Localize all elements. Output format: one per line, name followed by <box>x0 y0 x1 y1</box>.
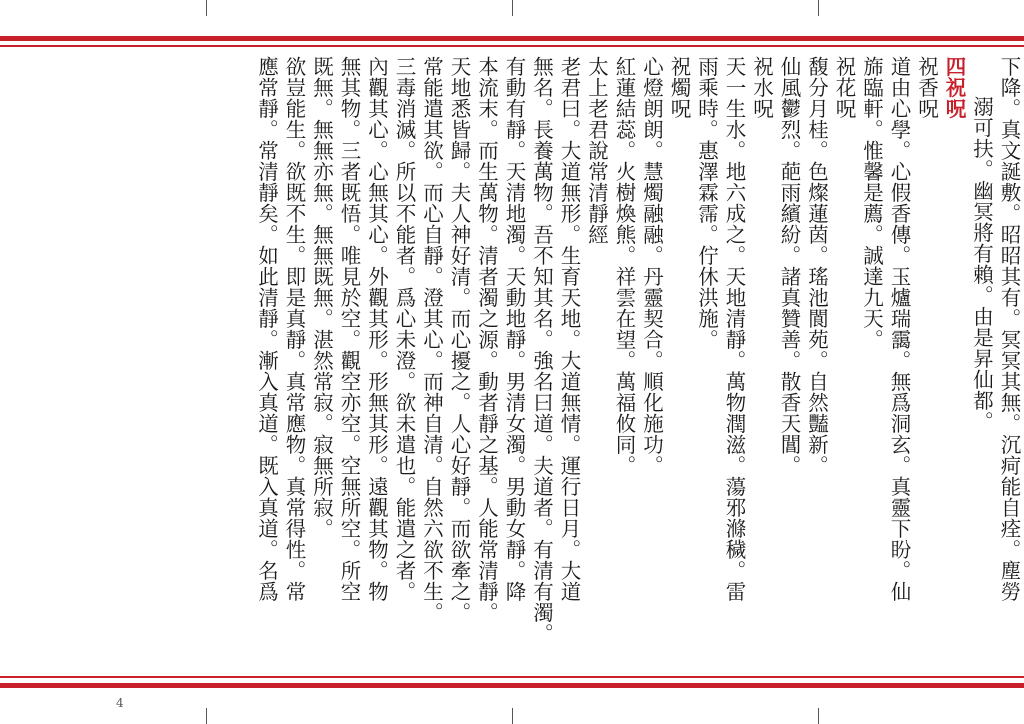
top-border-thin <box>0 45 1024 47</box>
text-column: 旆臨軒。惟馨是薦。誠達九天。 <box>859 56 884 350</box>
bottom-border-thin <box>0 676 1024 678</box>
text-column: 紅蓮結蕊。火樹煥熊。祥雲在望。萬福攸同。 <box>612 56 636 476</box>
text-column: 既無。無無亦無。無無既無。湛然常寂。寂無所寂。 <box>309 56 334 539</box>
top-border-thick <box>0 36 1024 41</box>
text-column: 應常靜。常清靜矣。如此清靜。漸入真道。既入真道。名爲 <box>254 56 279 602</box>
text-column: 無其物。三者既悟。唯見於空。觀空亦空。空無所空。所空 <box>337 56 361 602</box>
text-column: 太上老君說常清靜經 <box>584 56 609 245</box>
page-number: 4 <box>116 696 124 710</box>
crop-mark <box>206 0 207 16</box>
text-column: 常能遣其欲。而心自靜。澄其心。而神自清。自然六欲不生。 <box>419 56 444 623</box>
crop-mark <box>818 0 819 16</box>
text-column: 馥分月桂。色燦蓮茵。瑤池閬苑。自然豔新。 <box>804 56 829 476</box>
text-column: 本流末。而生萬物。清者濁之源。動者靜之基。人能常清靜。 <box>474 56 499 623</box>
text-column: 下降。真文誕敷。昭昭其有。冥冥其無。沉疴能自痊。塵勞 <box>997 56 1021 602</box>
scripture-text <box>200 56 1022 672</box>
text-column: 祝香呪 <box>914 56 939 119</box>
text-column: 祝水呪 <box>749 56 774 119</box>
text-column: 天地悉皆歸。夫人神好清。而心擾之。人心好靜。而欲牽之。 <box>447 56 471 623</box>
text-column: 三毒消滅。所以不能者。爲心未澄。欲未遣也。能遣之者。 <box>392 56 416 602</box>
text-column: 心燈朗朗。慧燭融融。丹靈契合。順化施功。 <box>639 56 664 476</box>
text-column: 祝花呪 <box>832 56 856 119</box>
text-column: 無名。長養萬物。吾不知其名。強名曰道。夫道者。有清有濁。 <box>529 56 554 644</box>
crop-mark <box>818 708 819 724</box>
text-column: 有動有靜。天清地濁。天動地靜。男清女濁。男動女靜。降 <box>502 56 526 602</box>
text-column: 道由心學。心假香傳。玉爐瑞靄。無爲洞玄。真靈下盼。仙 <box>887 56 911 602</box>
crop-mark <box>206 708 207 724</box>
section-heading: 四祝呪 <box>942 56 966 119</box>
text-column: 溺可扶。幽冥將有賴。由是昇仙都。 <box>969 96 994 432</box>
text-column: 內觀其心。心無其心。外觀其形。形無其形。遠觀其物。物 <box>364 56 389 602</box>
bottom-border-thick <box>0 683 1024 688</box>
crop-mark <box>512 708 513 724</box>
text-column: 欲豈能生。欲既不生。即是真靜。真常應物。真常得性。常 <box>282 56 306 602</box>
text-column: 天一生水。地六成之。天地清靜。萬物潤滋。蕩邪滌穢。雷 <box>722 56 746 602</box>
text-column: 老君曰。大道無形。生育天地。大道無情。運行日月。大道 <box>557 56 581 602</box>
text-column: 仙風鬱烈。葩雨繽紛。諸真贊善。散香天閶。 <box>777 56 801 476</box>
text-column: 祝燭呪 <box>667 56 691 119</box>
crop-mark <box>512 0 513 16</box>
text-column: 雨乘時。惠澤霖霈。佇休洪施。 <box>694 56 719 350</box>
